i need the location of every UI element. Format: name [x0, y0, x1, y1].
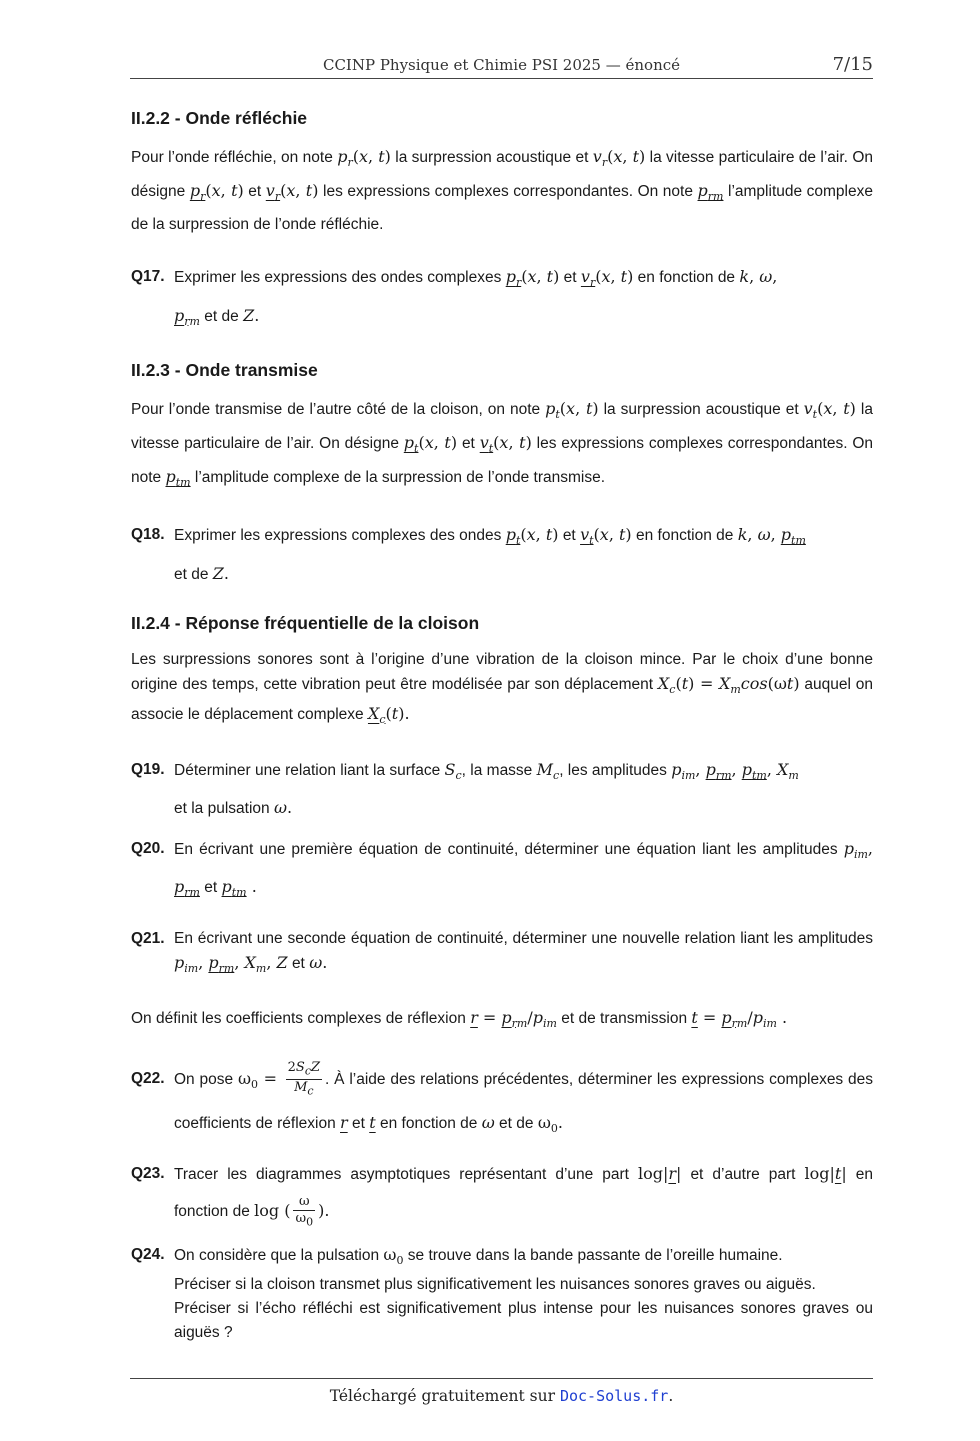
document-body: [131, 108, 873, 1353]
question-label: Q18.: [131, 526, 165, 544]
question-label: Q22.: [131, 1069, 165, 1087]
question-17: Q17. Exprimer les expressions des ondes complexes $p_r(x$, t) et $v_r(x$, t) en fonction de k, ω, $p_{rm}$ et de Z.: [131, 261, 873, 337]
footer-link[interactable]: Doc-Solus.fr: [559, 1387, 669, 1405]
question-label: Q19.: [131, 760, 165, 778]
section-title-2-2-3: II.2.3 - Onde transmise: [131, 359, 318, 380]
question-19: Q19. Déterminer une relation liant la surface $S_c$, la masse $M_c$, les amplitudes $p_{im}$, $p_{rm}$, $p_{tm}$, $X_m$ et la pulsation ω.: [131, 754, 873, 825]
question-label: Q17.: [131, 268, 165, 286]
paragraph-onde-transmise: Pour l’onde transmise de l’autre côté de la cloison, on note $p_t(x$, t) la surpression acoustique et $v_t(x$, t) la vitesse particulaire de l’air. On désigne $p_t(x$, t) et $v_t(x$, t) les expressions complexes correspondantes. On note $p_{tm}$ l’amplitude complexe de la surpression de l’onde transmise.: [131, 398, 873, 490]
question-23: Q23. Tracer les diagrammes asymptotiques représentant d’une part log|r| et d’autre part log|t| en fonction de log ( $\frac{\omega}{\omega_0}$ ).: [131, 1156, 873, 1230]
question-label: Q21.: [131, 930, 165, 948]
question-24: Q24. On considère que la pulsation $\omega_0$ se trouve dans la bande passante de l’oreille humaine. Préciser si la cloison transmet plus significativement les nuisances sonores graves ou aiguës. Préciser si l’écho réfléchi est significativement plus intense pour les nuisances sonores graves ou aiguës ?: [131, 1244, 873, 1341]
question-21: Q21. En écrivant une seconde équation de continuité, déterminer une nouvelle relation liant les amplitudes $p_{im}$, $p_{rm}$, $X_m$, Z et ω.: [131, 927, 873, 981]
section-title-2-2-2: II.2.2 - Onde réfléchie: [131, 108, 308, 128]
paragraph-coefficients: On définit les coefficients complexes de réflexion $r = p_{rm}/p_{im}$ et de transmission $t = p_{rm}/p_{im}$ .: [131, 1007, 788, 1030]
question-20: Q20. En écrivant une première équation de continuité, déterminer une équation liant les amplitudes $p_{im}$, $p_{rm}$ et $p_{tm}$ .: [131, 833, 873, 909]
page-header: [130, 54, 873, 79]
paragraph-reponse-frequentielle: Les surpressions sonores sont à l’origine d’une vibration de la cloison mince. Par le choix d’une bonne origine des temps, cette vibration peut être modélisée par son déplacement $X_c(t) = X_m\cos(\omega t)$ auquel on associe le déplacement complexe $X_c(t)$.: [131, 650, 874, 726]
paragraph-onde-reflechie: Pour l’onde réfléchie, on note $p_r(x$, t) la surpression acoustique et $v_r(x$, t) la vitesse particulaire de l’air. On désigne $p_r(x$, t) et $v_r(x$, t) les expressions complexes correspondantes. On note $p_{rm}$ l’amplitude complexe de la surpression de l’onde réfléchie.: [131, 147, 873, 234]
question-18: Q18. Exprimer les expressions complexes des ondes $p_t(x$, t) et $v_t(x$, t) en fonction de k, ω, $p_{tm}$ et de Z.: [131, 519, 873, 590]
question-label: Q20.: [131, 840, 165, 858]
header-title: CCINP Physique et Chimie PSI 2025 — énoncé: [322, 56, 681, 74]
footer-text: Téléchargé gratuitement sur: [329, 1387, 556, 1405]
fraction-omega-ratio: $\frac{\omega}{\omega_0}$: [295, 1193, 314, 1229]
page-footer: Téléchargé gratuitement sur Doc-Solus.fr.: [130, 1378, 873, 1405]
question-label: Q24.: [131, 1245, 165, 1263]
page-number: 7/15: [832, 54, 873, 75]
question-label: Q23.: [131, 1165, 165, 1183]
fraction-omega0: $\frac{2S_cZ}{M_c}$: [287, 1059, 321, 1098]
section-title-2-2-4: II.2.4 - Réponse fréquentielle de la cloison: [131, 612, 480, 633]
question-22: Q22. On pose $\omega_0$ = $\frac{2S_cZ}{M_c}$ . À l’aide des relations précédentes, déterminer les expressions complexes des coefficients de réflexion r et t en fonction de ω et de $\omega_0$.: [131, 1059, 874, 1136]
